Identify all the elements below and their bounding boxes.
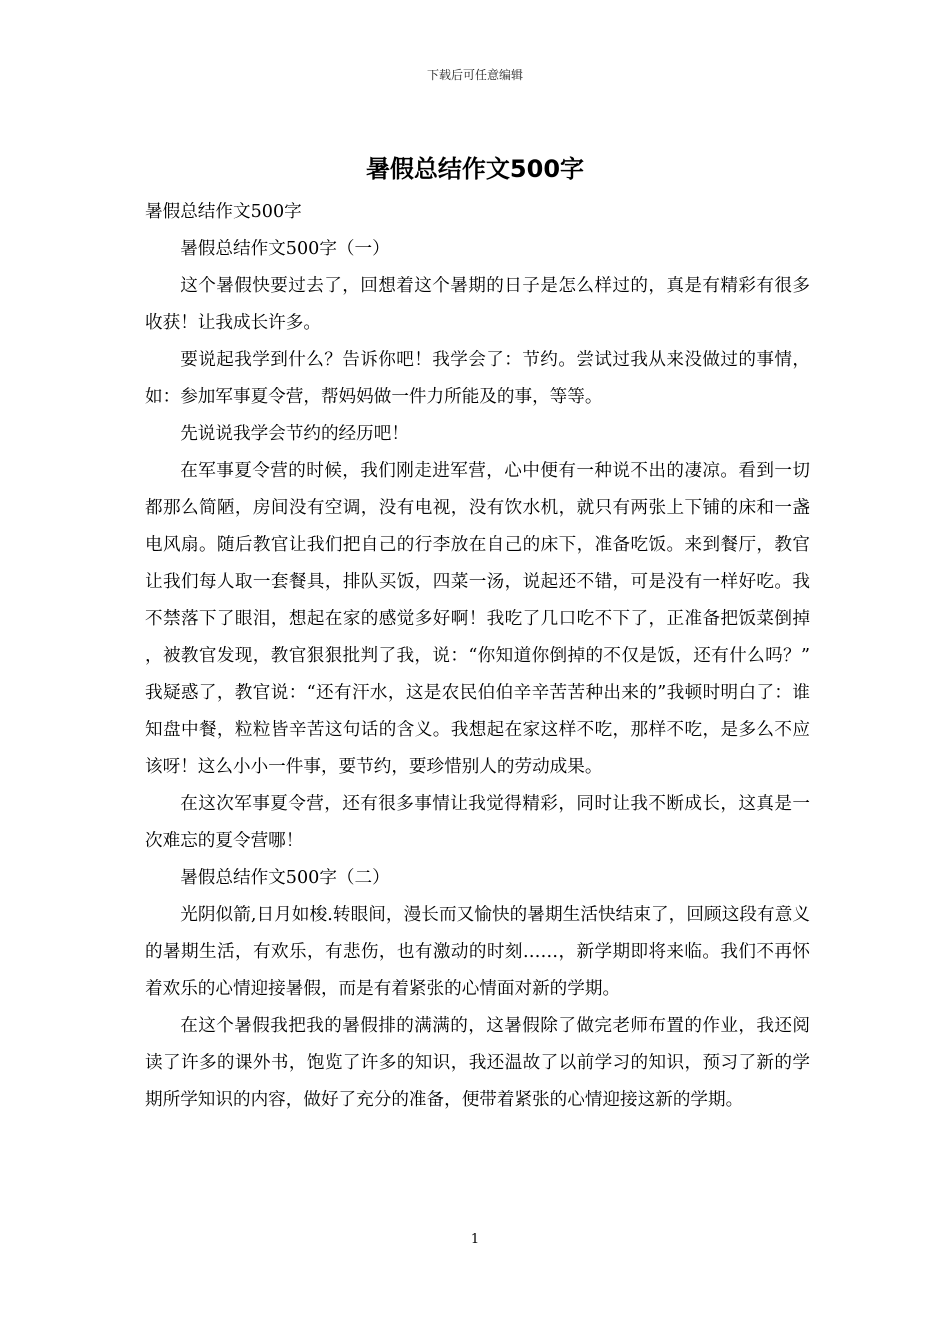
paragraph-subtitle: 暑假总结作文500字 (145, 202, 302, 222)
paragraph: 先说说我学会节约的经历吧！ (180, 424, 409, 444)
paragraph: 这个暑假快要过去了，回想着这个暑期的日子是怎么样过的，真是有精彩有很多收获！让我成长许多。 (145, 276, 810, 333)
paragraph: 要说起我学到什么？告诉你吧！我学会了：节约。尝试过我从来没做过的事情，如：参加军事夏令营，帮妈妈做一件力所能及的事，等等。 (145, 350, 810, 407)
paragraph-section-heading-2: 暑假总结作文500字（二） (180, 868, 390, 888)
document-body (145, 194, 810, 1119)
paragraph-section-heading-1: 暑假总结作文500字（一） (180, 239, 390, 259)
document-title: 暑假总结作文500字 (365, 155, 585, 183)
paragraph: 光阴似箭,日月如梭.转眼间，漫长而又愉快的暑期生活快结束了，回顾这段有意义的暑期生活，有欢乐，有悲伤，也有激动的时刻……，新学期即将来临。我们不再怀着欢乐的心情迎接暑假，而是有着紧张的心情面对新的学期。 (145, 905, 810, 999)
header-note: 下载后可任意编辑 (426, 68, 523, 82)
paragraph: 在军事夏令营的时候，我们刚走进军营，心中便有一种说不出的凄凉。看到一切都那么简陋，房间没有空调，没有电视，没有饮水机，就只有两张上下铺的床和一盏电风扇。随后教官让我们把自己的行李放在自己的床下，准备吃饭。来到餐厅，教官让我们每人取一套餐具，排队买饭，四菜一汤，说起还不错，可是没有一样好吃。我不禁落下了眼泪，想起在家的感觉多好啊！我吃了几口吃不下了，正准备把饭菜倒掉，被教官发现，教官狠狠批判了我，说：“你知道你倒掉的不仅是饭，还有什么吗？”我疑惑了，教官说：“还有汗水，这是农民伯伯辛辛苦苦种出来的”我顿时明白了：谁知盘中餐，粒粒皆辛苦这句话的含义。我想起在家这样不吃，那样不吃，是多么不应该呀！这么小小一件事，要节约，要珍惜别人的劳动成果。 (145, 461, 810, 777)
paragraph: 在这个暑假我把我的暑假排的满满的，这暑假除了做完老师布置的作业，我还阅读了许多的课外书，饱览了许多的知识，我还温故了以前学习的知识，预习了新的学期所学知识的内容，做好了充分的准备，便带着紧张的心情迎接这新的学期。 (145, 1016, 810, 1110)
page-number: 1 (470, 1232, 480, 1247)
paragraph: 在这次军事夏令营，还有很多事情让我觉得精彩，同时让我不断成长，这真是一次难忘的夏令营哪！ (145, 794, 810, 851)
